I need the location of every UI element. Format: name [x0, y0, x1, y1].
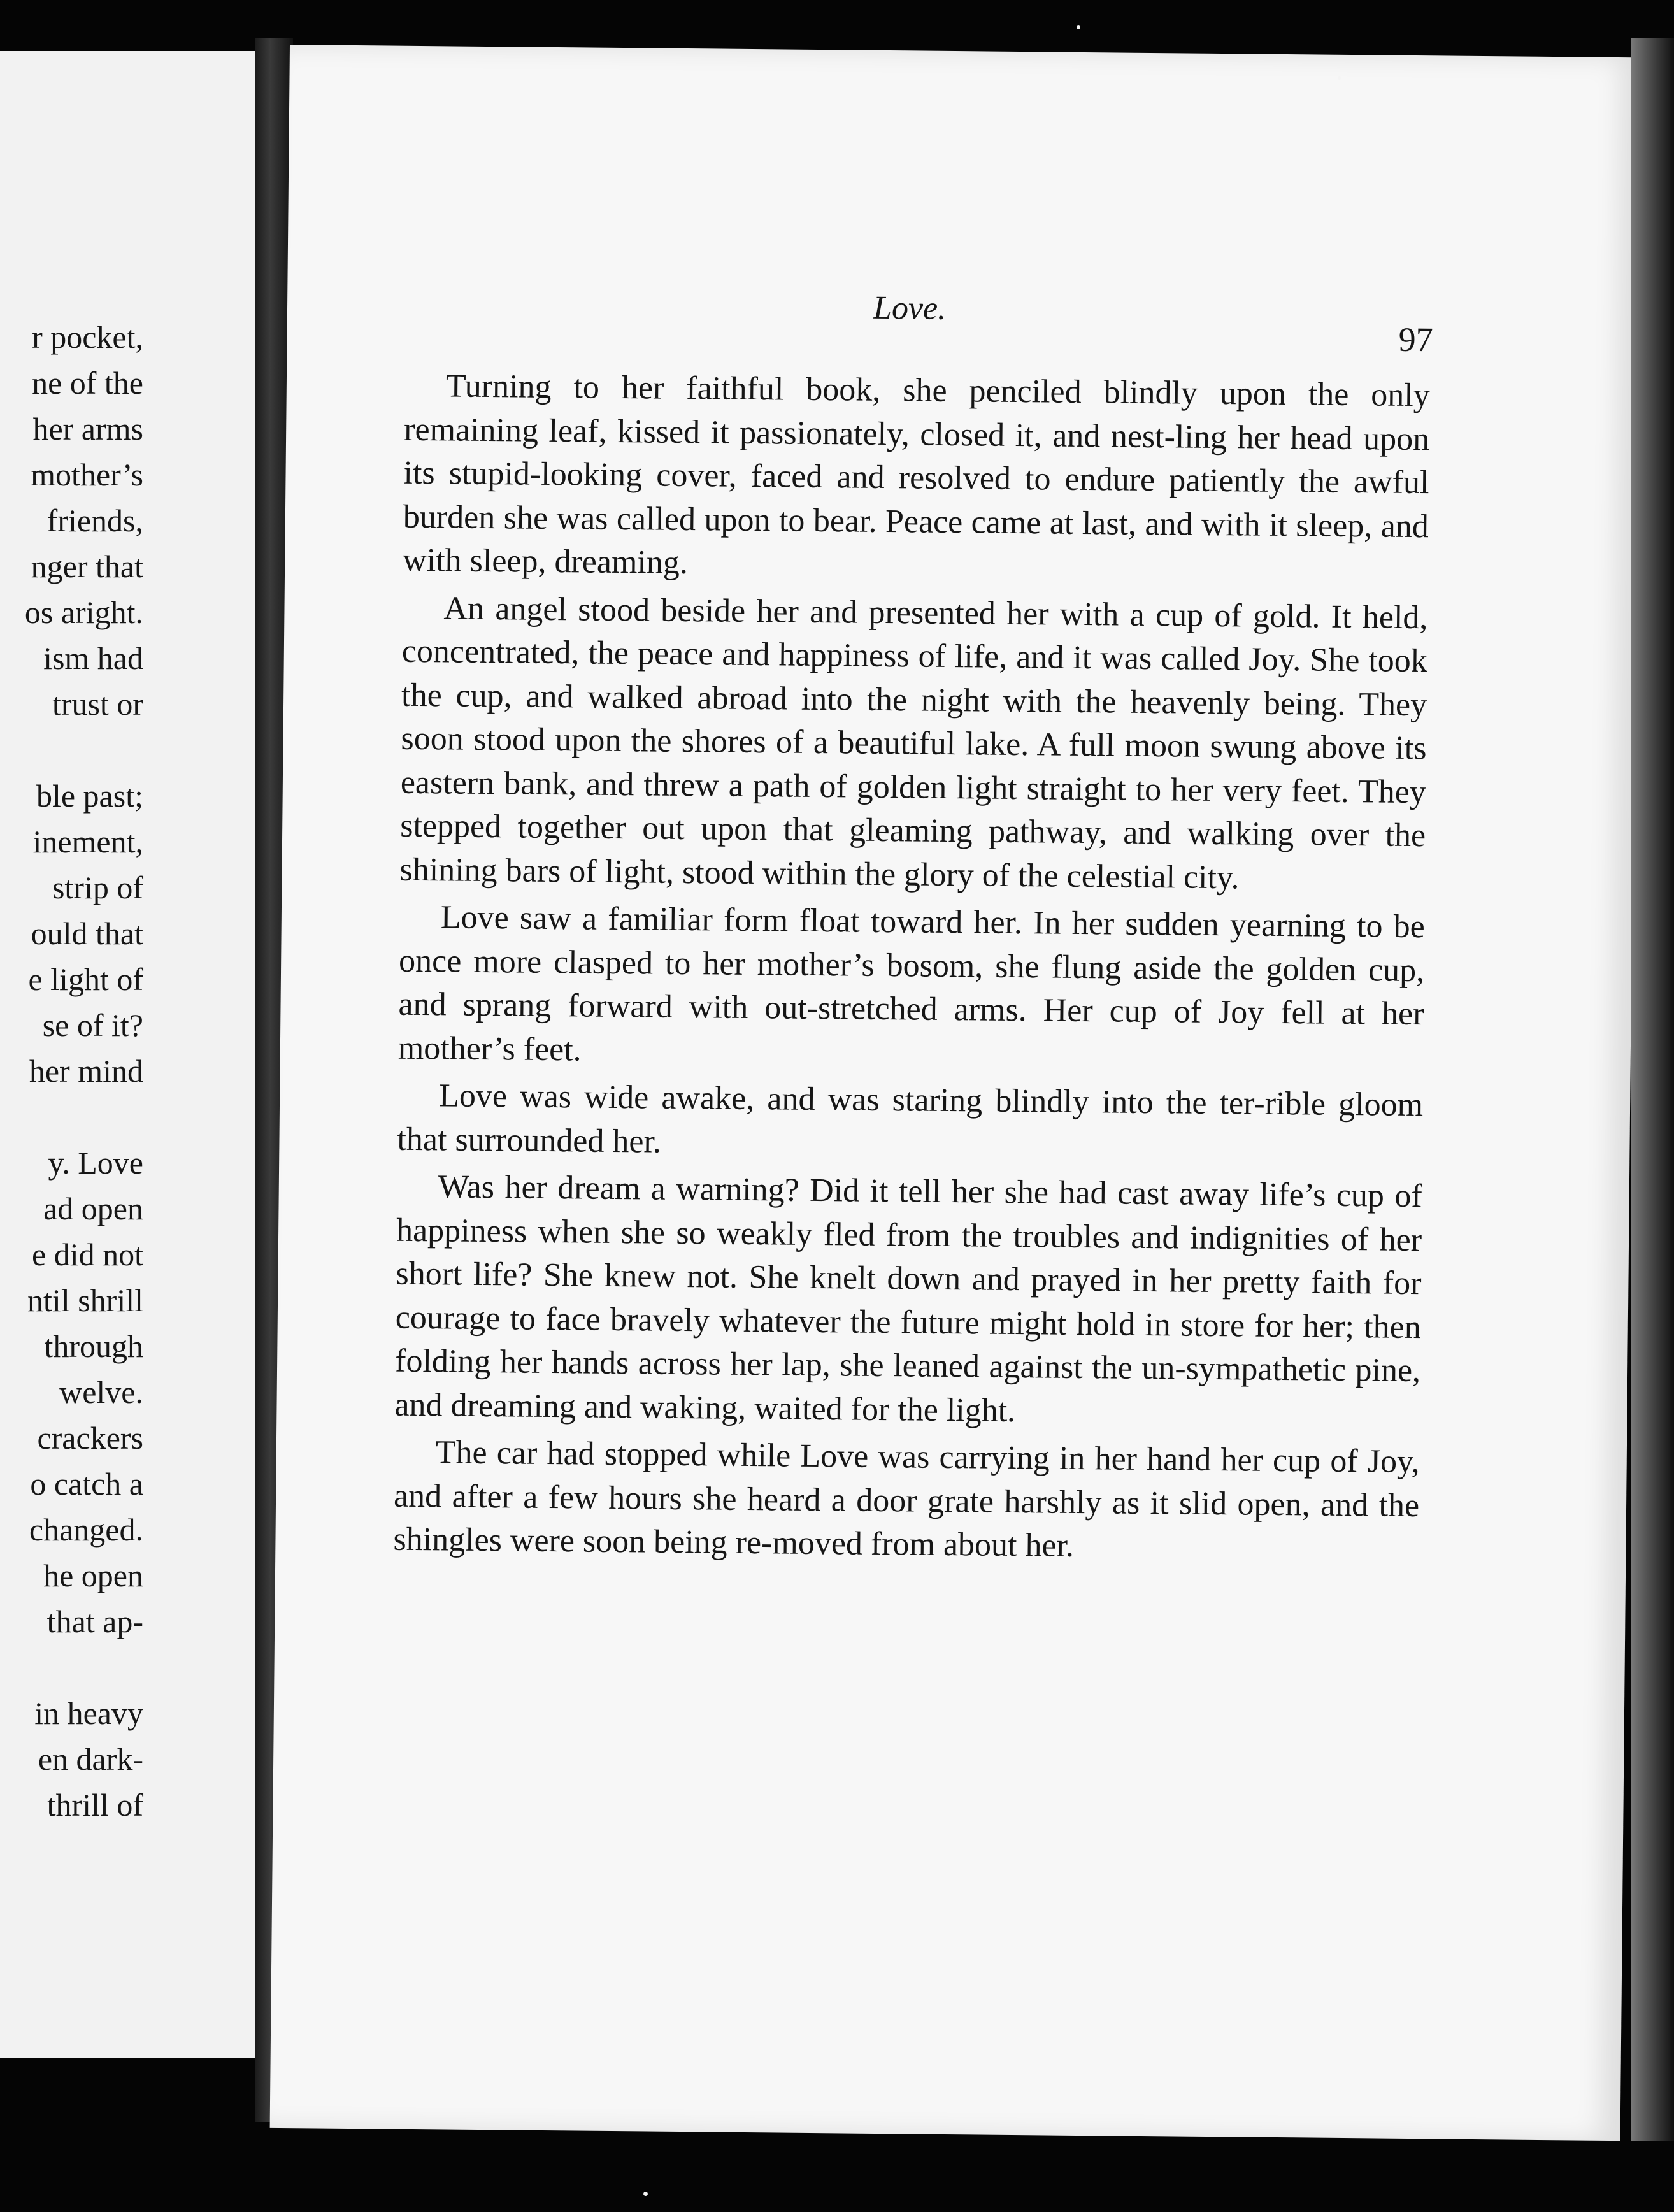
left-page-line: ould that: [31, 916, 143, 951]
left-page-line: o catch a: [30, 1466, 143, 1502]
left-page-line: strip of: [52, 870, 143, 905]
left-page-line: ad open: [43, 1191, 143, 1226]
left-page-line: he open: [43, 1558, 143, 1593]
left-page-line: en dark-: [38, 1741, 143, 1777]
paragraph: Was her dream a warning? Did it tell her she had cast away life’s cup of happiness when she so weakly fled from the troubles and indignities of her short life? She knew not. She knelt down and prayed in her pretty faith for courage to face bravely whatever the future might hold in store for her; then folding her hands across her lap, she leaned against the un-sympathetic pine, and dreaming and waking, waited for the light.: [394, 1168, 1423, 1429]
left-page-line: inement,: [32, 824, 143, 859]
paragraph: The car had stopped while Love was carrying in her hand her cup of Joy, and after a few hours she heard a door grate harshly as it slid open, and the shingles were soon being re-moved from about her.: [393, 1434, 1420, 1564]
left-page-line: se of it?: [42, 1007, 143, 1043]
page-number: 97: [1398, 320, 1433, 359]
left-page-line: os aright.: [24, 594, 143, 630]
left-page-line: e light of: [28, 961, 143, 997]
left-page-line: mother’s: [31, 457, 143, 492]
left-page-line: that ap-: [46, 1604, 143, 1639]
scan-speck: [1077, 25, 1080, 29]
left-page-line: trust or: [52, 686, 143, 722]
left-page-line: ne of the: [32, 365, 143, 401]
paragraph: Turning to her faithful book, she penciled blindly upon the only remaining leaf, kissed it passionately, closed it, and nest-ling her head upon its stupid-looking cover, faced and resolved to endure patiently the awful burden she was called upon to bear. Peace came at last, and with it sleep, and with sleep, dreaming.: [402, 368, 1431, 582]
left-page-line: r pocket,: [32, 319, 143, 355]
paragraph: Love was wide awake, and was staring blindly into the ter-rible gloom that surrounded her.: [397, 1077, 1424, 1160]
body-text: [393, 364, 1430, 1576]
left-page-line: ntil shrill: [27, 1282, 143, 1318]
left-page-line: ble past;: [36, 778, 143, 814]
right-page: [270, 45, 1640, 2141]
left-page-line: her arms: [32, 411, 143, 447]
left-page-line: changed.: [29, 1512, 143, 1548]
running-head: Love.: [873, 289, 947, 327]
paragraph: Love saw a familiar form float toward her. In her sudden yearning to be once more clasped to her mother’s bosom, she flung aside the golden cup, and sprang forward with out-stretched arms. Her cup of Joy fell at her mother’s feet.: [397, 899, 1426, 1068]
left-page-line: thrill of: [46, 1787, 143, 1823]
paragraph: An angel stood beside her and presented her with a cup of gold. It held, concentrated, the peace and happiness of life, and it was called Joy. She took the cup, and walked abroad into the night with the heavenly being. They soon stood upon the shores of a beautiful lake. A full moon swung above its eastern bank, and threw a path of golden light straight to her very feet. They stepped together out upon that gleaming pathway, and walking over the shining bars of light, stood within the glory of the celestial city.: [399, 589, 1428, 896]
left-facing-page: [0, 51, 265, 2058]
left-page-line: friends,: [46, 503, 143, 538]
scan-speck: [643, 2192, 648, 2196]
left-page-line: through: [44, 1328, 143, 1364]
page-edge: [1631, 38, 1674, 2141]
left-page-line: her mind: [29, 1053, 143, 1089]
left-page-line: e did not: [32, 1237, 143, 1272]
left-page-line: y. Love: [48, 1145, 143, 1181]
left-page-line: nger that: [31, 549, 143, 584]
left-page-line: welve.: [59, 1374, 143, 1410]
left-page-line: crackers: [37, 1420, 143, 1456]
scan-speck: [1338, 76, 1341, 80]
left-page-line: ism had: [43, 640, 143, 676]
left-page-line: in heavy: [34, 1695, 143, 1731]
